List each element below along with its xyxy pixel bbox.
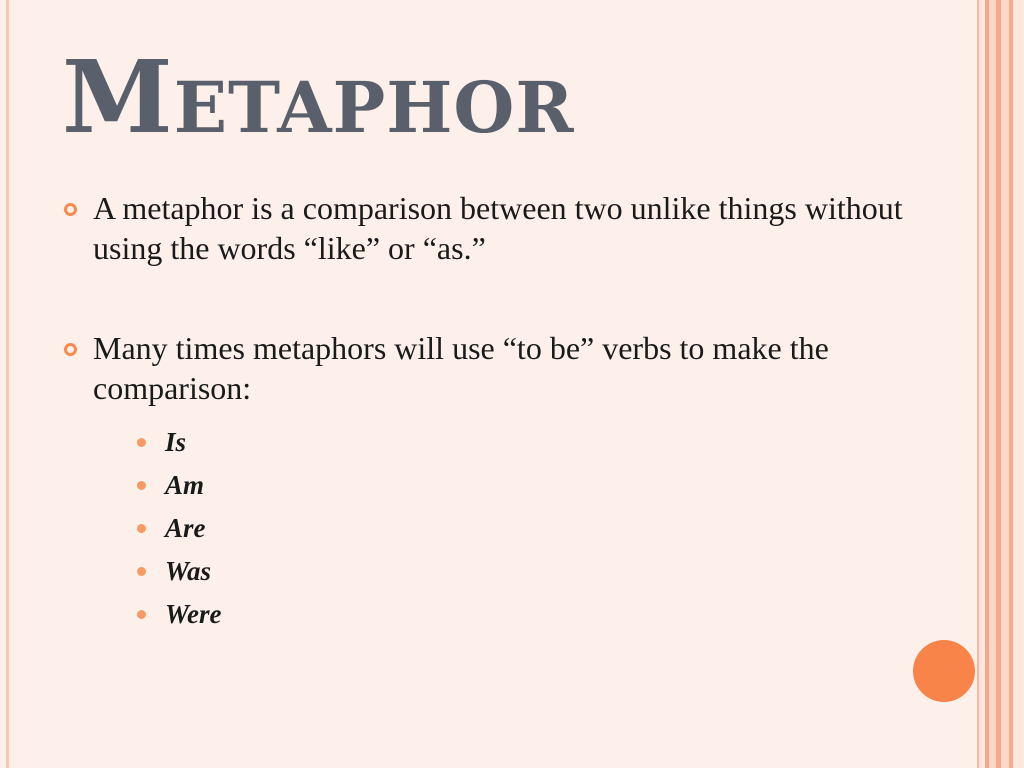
left-border-decoration: [6, 0, 9, 768]
dot-bullet-icon: [137, 567, 146, 576]
dot-bullet-icon: [137, 438, 146, 447]
ring-bullet-icon: [64, 203, 77, 216]
sub-bullet-text: Were: [165, 599, 222, 629]
dot-bullet-icon: [137, 481, 146, 490]
sub-bullet-text: Am: [165, 470, 205, 500]
dot-bullet-icon: [137, 524, 146, 533]
bullet-item: [62, 328, 922, 636]
sub-bullet-item: [93, 421, 922, 464]
bullet-item: [62, 188, 922, 268]
sub-bullet-text: Are: [165, 513, 206, 543]
ring-bullet-icon: [64, 343, 77, 356]
sub-bullet-item: [93, 507, 922, 550]
sub-bullet-text: Is: [165, 427, 187, 457]
sub-bullet-text: Was: [165, 556, 212, 586]
slide-content: [62, 188, 922, 668]
right-stripe-decoration: [1013, 0, 1024, 768]
sub-bullet-item: [93, 464, 922, 507]
right-stripe-decoration: [1001, 0, 1009, 768]
bullet-text: A metaphor is a comparison between two unlike things without using the words “like” or “as.”: [93, 190, 903, 266]
sub-bullet-list: [93, 421, 922, 636]
orange-circle-decoration: [913, 640, 975, 702]
right-stripe-decoration: [989, 0, 996, 768]
sub-bullet-item: [93, 550, 922, 593]
bullet-text: Many times metaphors will use “to be” verbs to make the comparison:: [93, 330, 829, 406]
dot-bullet-icon: [137, 610, 146, 619]
slide-title: Metaphor: [62, 38, 575, 156]
sub-bullet-item: [93, 593, 922, 636]
